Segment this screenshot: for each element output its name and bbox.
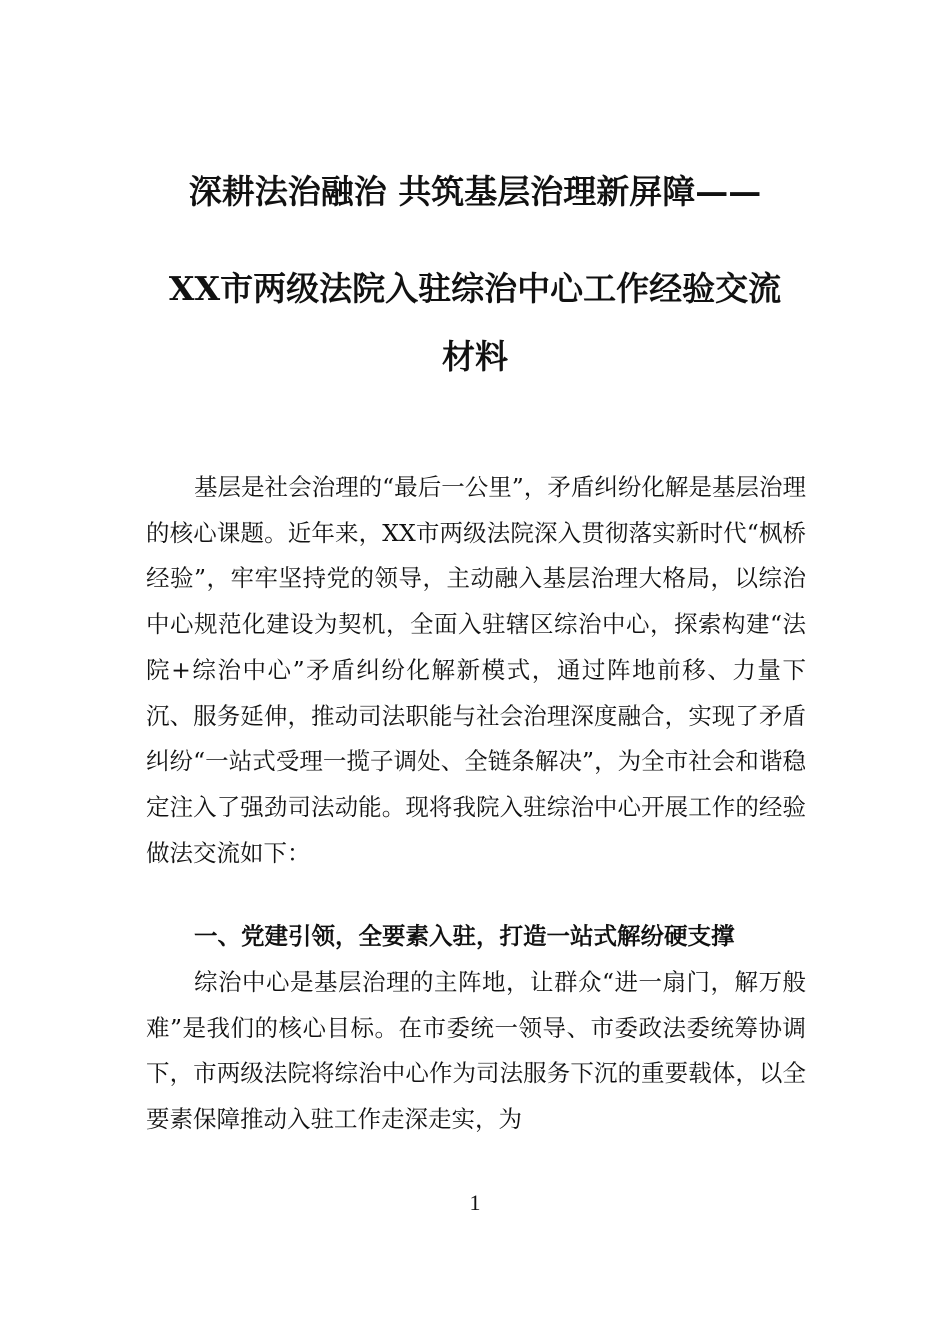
document-title-line-1: 深耕法治融治 共筑基层治理新屏障—— (188, 172, 762, 211)
page-number: 1 (469, 1190, 481, 1215)
section-heading: 一、党建引领，全要素入驻，打造一站式解纷硬支撑 (194, 922, 735, 950)
section-paragraph: 综治中心是基层治理的主阵地，让群众“进一扇门，解万般难”是我们的核心目标。在市委统一领导、市委政法委统筹协调下，市两级法院将综治中心作为司法服务下沉的重要载体，以全要素保障推动入驻工作走深走实，为 (146, 968, 806, 1134)
document-title-line-3: 材料 (442, 337, 508, 376)
intro-paragraph: 基层是社会治理的“最后一公里”，矛盾纠纷化解是基层治理的核心课题。近年来，XX市两级法院深入贯彻落实新时代“枫桥经验”，牢牢坚持党的领导，主动融入基层治理大格局，以综治中心规范化建设为契机，全面入驻辖区综治中心，探索构建“法院+综治中心”矛盾纠纷化解新模式，通过阵地前移、力量下沉、服务延伸，推动司法职能与社会治理深度融合，实现了矛盾纠纷“一站式受理一揽子调处、全链条解决”，为全市社会和谐稳定注入了强劲司法动能。现将我院入驻综治中心开展工作的经验做法交流如下： (146, 473, 806, 867)
document-title-line-2: XX市两级法院入驻综治中心工作经验交流 (168, 269, 782, 308)
